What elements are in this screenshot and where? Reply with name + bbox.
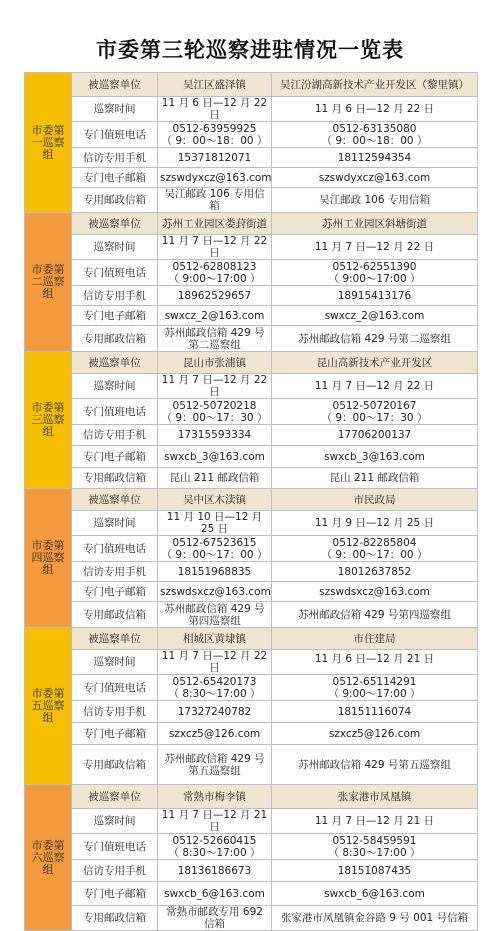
email-cell: swxcz_2@163.com bbox=[272, 306, 478, 326]
unit-cell: 市民政局 bbox=[272, 489, 478, 511]
row-label: 专门值班电话 bbox=[72, 536, 158, 562]
row-label: 被巡察单位 bbox=[72, 785, 158, 809]
table-row bbox=[25, 562, 478, 582]
table-row bbox=[25, 399, 478, 425]
mail-cell: 苏州邮政信箱 429 号第四巡察组 bbox=[158, 602, 272, 628]
row-label: 被巡察单位 bbox=[72, 489, 158, 511]
phone-cell bbox=[272, 536, 478, 562]
row-label: 巡察时间 bbox=[72, 650, 158, 675]
mobile-cell: 15371812071 bbox=[158, 148, 272, 168]
mobile-cell: 17706200137 bbox=[272, 425, 478, 446]
group-label: 市委第五巡察组 bbox=[25, 628, 72, 785]
table-row bbox=[25, 628, 478, 650]
table-row bbox=[25, 326, 478, 352]
table-row bbox=[25, 306, 478, 326]
table-row bbox=[25, 374, 478, 399]
unit-cell: 苏州工业园区斜塘街道 bbox=[272, 213, 478, 235]
unit-cell: 吴中区木渎镇 bbox=[158, 489, 272, 511]
email-cell: szswdyxcz@163.com bbox=[158, 168, 272, 188]
phone-number: 0512-65114291 bbox=[332, 675, 417, 688]
unit-cell: 市住建局 bbox=[272, 628, 478, 650]
phone-hours: （ 9:00～17:00 ） bbox=[328, 272, 421, 285]
row-label: 被巡察单位 bbox=[72, 352, 158, 374]
row-label: 被巡察单位 bbox=[72, 213, 158, 235]
email-cell: swxcb_6@163.com bbox=[158, 882, 272, 906]
group-label: 市委第二巡察组 bbox=[25, 213, 72, 352]
mobile-cell: 18012637852 bbox=[272, 562, 478, 582]
row-label: 专用邮政信箱 bbox=[72, 906, 158, 931]
time-cell: 11 月 6 日—12 月 22 日 bbox=[158, 97, 272, 122]
phone-number: 0512-63135080 bbox=[332, 122, 417, 135]
row-label: 专门电子邮箱 bbox=[72, 582, 158, 602]
phone-number: 0512-62551390 bbox=[332, 260, 417, 273]
table-row bbox=[25, 675, 478, 701]
mobile-cell: 17315593334 bbox=[158, 425, 272, 446]
row-label: 信访专用手机 bbox=[72, 286, 158, 306]
row-label: 信访专用手机 bbox=[72, 860, 158, 882]
table-row bbox=[25, 602, 478, 628]
time-cell: 11 月 7 日—12 月 22 日 bbox=[158, 374, 272, 399]
row-label: 专门电子邮箱 bbox=[72, 446, 158, 468]
phone-number: 0512-65420173 bbox=[172, 675, 257, 688]
mobile-cell: 18136186673 bbox=[158, 860, 272, 882]
phone-cell bbox=[158, 536, 272, 562]
row-label: 专门值班电话 bbox=[72, 675, 158, 701]
group-label: 市委第三巡察组 bbox=[25, 352, 72, 489]
mail-cell: 苏州邮政信箱 429 号第五巡察组 bbox=[158, 745, 272, 785]
table-row bbox=[25, 536, 478, 562]
email-cell: swxcb_6@163.com bbox=[272, 882, 478, 906]
row-label: 专用邮政信箱 bbox=[72, 745, 158, 785]
phone-hours: （ 9：00～18：00 ） bbox=[161, 134, 268, 147]
group-label: 市委第四巡察组 bbox=[25, 489, 72, 628]
time-cell: 11 月 6 日—12 月 22 日 bbox=[272, 97, 478, 122]
unit-cell: 张家港市凤凰镇 bbox=[272, 785, 478, 809]
phone-number: 0512-67523615 bbox=[172, 536, 257, 549]
phone-cell bbox=[158, 260, 272, 286]
row-label: 巡察时间 bbox=[72, 809, 158, 834]
phone-cell bbox=[158, 675, 272, 701]
table-row bbox=[25, 860, 478, 882]
row-label: 信访专用手机 bbox=[72, 562, 158, 582]
phone-hours: （ 8:30～17:00 ） bbox=[328, 846, 421, 859]
mobile-cell: 18151116074 bbox=[272, 701, 478, 723]
unit-cell: 相城区黄埭镇 bbox=[158, 628, 272, 650]
time-cell: 11 月 9 日—12 月 25 日 bbox=[272, 511, 478, 536]
inspection-table bbox=[24, 72, 478, 931]
table-row bbox=[25, 511, 478, 536]
table-row bbox=[25, 168, 478, 188]
row-label: 专门值班电话 bbox=[72, 399, 158, 425]
phone-cell bbox=[272, 260, 478, 286]
phone-hours: （ 8:30～17:00 ） bbox=[168, 687, 261, 700]
phone-hours: （ 9：00～17：00 ） bbox=[161, 548, 268, 561]
phone-number: 0512-58459591 bbox=[332, 834, 417, 847]
table-row bbox=[25, 785, 478, 809]
phone-hours: （ 9：00～17：30 ） bbox=[321, 411, 428, 424]
email-cell: szxcz5@126.com bbox=[158, 723, 272, 745]
row-label: 专门电子邮箱 bbox=[72, 723, 158, 745]
email-cell: szswdyxcz@163.com bbox=[272, 168, 478, 188]
mail-cell: 昆山 211 邮政信箱 bbox=[272, 468, 478, 489]
mobile-cell: 17327240782 bbox=[158, 701, 272, 723]
row-label: 信访专用手机 bbox=[72, 425, 158, 446]
mail-cell: 昆山 211 邮政信箱 bbox=[158, 468, 272, 489]
email-cell: swxcz_2@163.com bbox=[158, 306, 272, 326]
mobile-cell: 18915413176 bbox=[272, 286, 478, 306]
phone-hours: （ 9：00～17：30 ） bbox=[161, 411, 268, 424]
unit-cell: 吴江汾湖高新技术产业开发区（黎里镇） bbox=[272, 73, 478, 97]
time-cell: 11 月 7 日—12 月 22 日 bbox=[158, 235, 272, 260]
row-label: 巡察时间 bbox=[72, 374, 158, 399]
row-label: 被巡察单位 bbox=[72, 628, 158, 650]
group-label: 市委第一巡察组 bbox=[25, 73, 72, 213]
mail-cell: 苏州邮政信箱 429 号第四巡察组 bbox=[272, 602, 478, 628]
table-row bbox=[25, 906, 478, 931]
row-label: 专门值班电话 bbox=[72, 834, 158, 860]
table-row bbox=[25, 468, 478, 489]
unit-cell: 昆山市张浦镇 bbox=[158, 352, 272, 374]
email-cell: swxcb_3@163.com bbox=[158, 446, 272, 468]
email-cell: swxcb_3@163.com bbox=[272, 446, 478, 468]
row-label: 专用邮政信箱 bbox=[72, 602, 158, 628]
phone-hours: （ 9：00～17：00 ） bbox=[321, 548, 428, 561]
row-label: 专用邮政信箱 bbox=[72, 188, 158, 213]
mobile-cell: 18962529657 bbox=[158, 286, 272, 306]
row-label: 巡察时间 bbox=[72, 511, 158, 536]
mail-cell: 吴江邮政 106 专用信箱 bbox=[158, 188, 272, 213]
table-row bbox=[25, 352, 478, 374]
row-label: 专门电子邮箱 bbox=[72, 882, 158, 906]
email-cell: szxcz5@126.com bbox=[272, 723, 478, 745]
unit-cell: 昆山高新技术产业开发区 bbox=[272, 352, 478, 374]
table-row bbox=[25, 723, 478, 745]
table-row bbox=[25, 73, 478, 97]
table-row bbox=[25, 286, 478, 306]
table-row bbox=[25, 235, 478, 260]
time-cell: 11 月 7 日—12 月 22 日 bbox=[158, 650, 272, 675]
row-label: 信访专用手机 bbox=[72, 701, 158, 723]
table-row bbox=[25, 745, 478, 785]
phone-number: 0512-50720167 bbox=[332, 399, 417, 412]
phone-number: 0512-62808123 bbox=[172, 260, 257, 273]
mobile-cell: 18151968835 bbox=[158, 562, 272, 582]
phone-hours: （ 9：00～18：00 ） bbox=[321, 134, 428, 147]
phone-cell bbox=[272, 122, 478, 148]
phone-cell bbox=[272, 675, 478, 701]
phone-hours: （ 8:30～17:00 ） bbox=[168, 846, 261, 859]
mail-cell: 吴江邮政 106 专用信箱 bbox=[272, 188, 478, 213]
mobile-cell: 18151087435 bbox=[272, 860, 478, 882]
phone-cell bbox=[272, 834, 478, 860]
table-row bbox=[25, 650, 478, 675]
row-label: 专门值班电话 bbox=[72, 260, 158, 286]
mail-cell: 常熟市邮政专用 692 信箱 bbox=[158, 906, 272, 931]
mail-cell: 张家港市凤凰镇金谷路 9 号 001 号信箱 bbox=[272, 906, 478, 931]
row-label: 信访专用手机 bbox=[72, 148, 158, 168]
phone-number: 0512-63959925 bbox=[172, 122, 257, 135]
time-cell: 11 月 7 日—12 月 21 日 bbox=[158, 809, 272, 834]
row-label: 巡察时间 bbox=[72, 235, 158, 260]
unit-cell: 吴江区盛泽镇 bbox=[158, 73, 272, 97]
email-cell: szswdsxcz@163.com bbox=[158, 582, 272, 602]
row-label: 巡察时间 bbox=[72, 97, 158, 122]
table-row bbox=[25, 809, 478, 834]
table-row bbox=[25, 97, 478, 122]
email-cell: szswdsxcz@163.com bbox=[272, 582, 478, 602]
row-label: 专门值班电话 bbox=[72, 122, 158, 148]
time-cell: 11 月 10 日—12 月 25 日 bbox=[158, 511, 272, 536]
row-label: 专用邮政信箱 bbox=[72, 468, 158, 489]
row-label: 专用邮政信箱 bbox=[72, 326, 158, 352]
mobile-cell: 18112594354 bbox=[272, 148, 478, 168]
table-row bbox=[25, 489, 478, 511]
table-row bbox=[25, 122, 478, 148]
time-cell: 11 月 7 日—12 月 22 日 bbox=[272, 235, 478, 260]
mail-cell: 苏州邮政信箱 429 号第五巡察组 bbox=[272, 745, 478, 785]
unit-cell: 苏州工业园区娄葑街道 bbox=[158, 213, 272, 235]
group-label: 市委第六巡察组 bbox=[25, 785, 72, 931]
table-row bbox=[25, 425, 478, 446]
table-row bbox=[25, 834, 478, 860]
phone-hours: （ 9:00～17:00 ） bbox=[328, 687, 421, 700]
phone-cell bbox=[158, 834, 272, 860]
row-label: 专门电子邮箱 bbox=[72, 168, 158, 188]
page-title: 市委第三轮巡察进驻情况一览表 bbox=[96, 38, 404, 62]
phone-number: 0512-50720218 bbox=[172, 399, 257, 412]
time-cell: 11 月 7 日—12 月 22 日 bbox=[272, 374, 478, 399]
table-row bbox=[25, 148, 478, 168]
table-row bbox=[25, 446, 478, 468]
phone-number: 0512-52660415 bbox=[172, 834, 257, 847]
phone-hours: （ 9:00～17:00 ） bbox=[168, 272, 261, 285]
table-row bbox=[25, 582, 478, 602]
table-row bbox=[25, 188, 478, 213]
time-cell: 11 月 7 日—12 月 21 日 bbox=[272, 809, 478, 834]
table-row bbox=[25, 260, 478, 286]
row-label: 被巡察单位 bbox=[72, 73, 158, 97]
table-row bbox=[25, 701, 478, 723]
unit-cell: 常熟市梅李镇 bbox=[158, 785, 272, 809]
phone-cell bbox=[158, 399, 272, 425]
table-row bbox=[25, 882, 478, 906]
mail-cell: 苏州邮政信箱 429 号第二巡察组 bbox=[158, 326, 272, 352]
phone-cell bbox=[158, 122, 272, 148]
table-row bbox=[25, 213, 478, 235]
mail-cell: 苏州邮政信箱 429 号第二巡察组 bbox=[272, 326, 478, 352]
time-cell: 11 月 6 日—12 月 21 日 bbox=[272, 650, 478, 675]
phone-cell bbox=[272, 399, 478, 425]
phone-number: 0512-82285804 bbox=[332, 536, 417, 549]
row-label: 专门电子邮箱 bbox=[72, 306, 158, 326]
